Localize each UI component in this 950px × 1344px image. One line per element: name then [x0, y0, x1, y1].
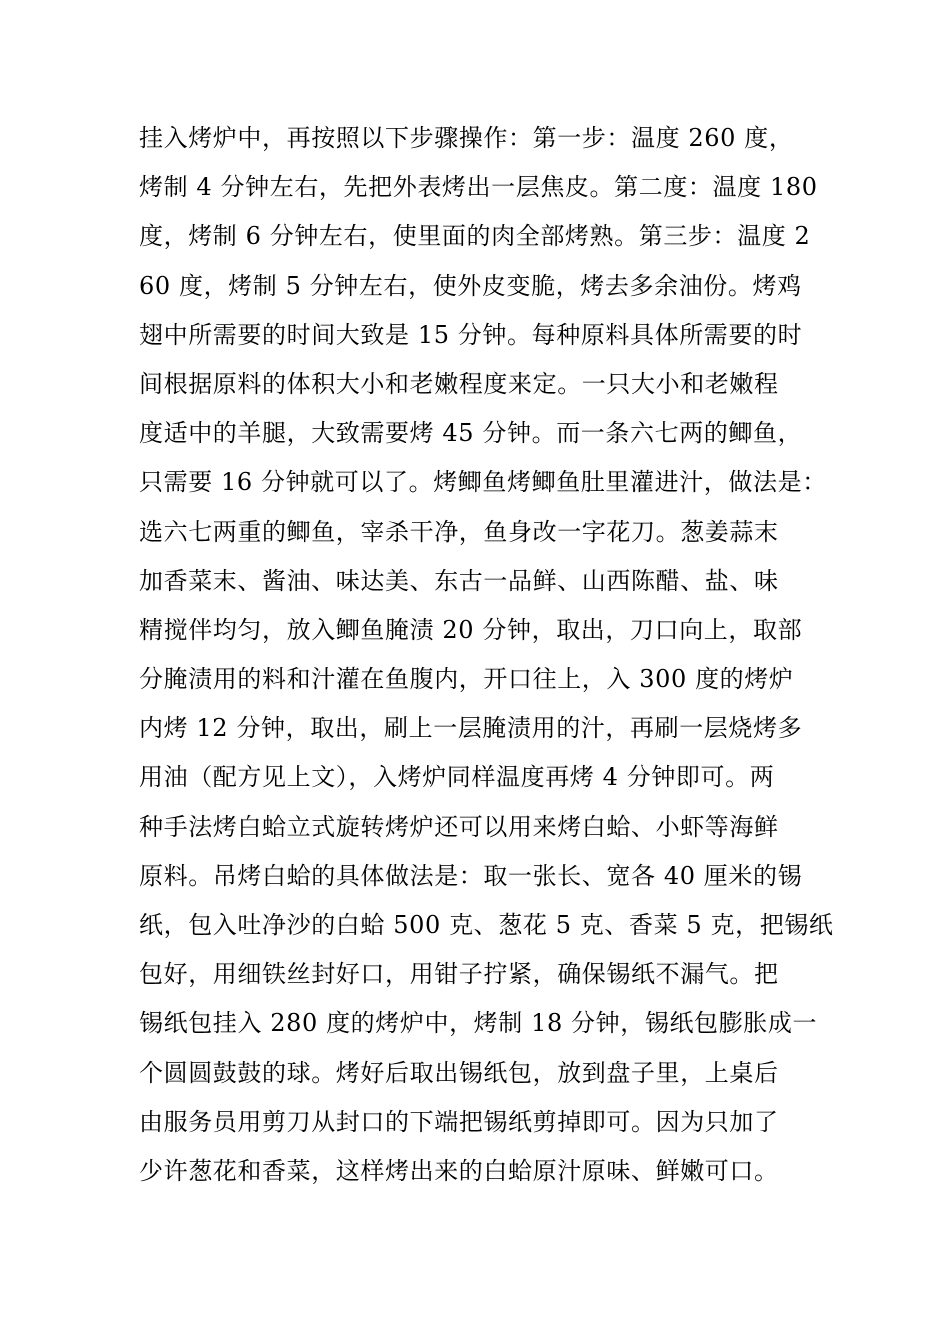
text-line: 分腌渍用的料和汁灌在鱼腹内，开口往上，入 300 度的烤炉 — [139, 665, 794, 694]
text-line: 包好，用细铁丝封好口，用钳子拧紧，确保锡纸不漏气。把 — [139, 960, 779, 989]
text-line: 个圆圆鼓鼓的球。烤好后取出锡纸包，放到盘子里，上桌后 — [139, 1058, 779, 1087]
text-line: 挂入烤炉中，再按照以下步骤操作：第一步：温度 260 度， — [139, 124, 794, 152]
text-line: 精搅伴均匀，放入鲫鱼腌渍 20 分钟，取出，刀口向上，取部 — [139, 615, 803, 644]
text-line: 选六七两重的鲫鱼，宰杀干净，鱼身改一字花刀。葱姜蒜末 — [139, 517, 779, 546]
text-line: 加香菜末、酱油、味达美、东古一品鲜、山西陈醋、盐、味 — [139, 566, 779, 595]
text-line: 60 度，烤制 5 分钟左右，使外皮变脆，烤去多余油份。烤鸡 — [139, 271, 802, 300]
text-line: 度，烤制 6 分钟左右，使里面的肉全部烤熟。第三步：温度 2 — [139, 222, 811, 251]
text-line: 少许葱花和香菜，这样烤出来的白蛤原汁原味、鲜嫩可口。 — [139, 1156, 779, 1185]
text-line: 用油（配方见上文），入烤炉同样温度再烤 4 分钟即可。两 — [139, 763, 775, 792]
text-line: 锡纸包挂入 280 度的烤炉中，烤制 18 分钟，锡纸包膨胀成一 — [139, 1009, 818, 1038]
text-line: 纸，包入吐净沙的白蛤 500 克、葱花 5 克、香菜 5 克，把锡纸 — [139, 911, 834, 939]
body-text — [139, 114, 839, 1196]
text-line: 翅中所需要的时间大致是 15 分钟。每种原料具体所需要的时 — [139, 320, 803, 349]
text-line: 度适中的羊腿，大致需要烤 45 分钟。而一条六七两的鲫鱼， — [139, 419, 803, 448]
text-line: 只需要 16 分钟就可以了。烤鲫鱼烤鲫鱼肚里灌进汁，做法是： — [139, 468, 827, 497]
text-line: 由服务员用剪刀从封口的下端把锡纸剪掉即可。因为只加了 — [139, 1107, 779, 1136]
text-line: 种手法烤白蛤立式旋转烤炉还可以用来烤白蛤、小虾等海鲜 — [139, 812, 779, 841]
text-line: 原料。吊烤白蛤的具体做法是：取一张长、宽各 40 厘米的锡 — [139, 861, 803, 890]
text-line: 烤制 4 分钟左右，先把外表烤出一层焦皮。第二度：温度 180 — [139, 173, 818, 202]
text-line: 内烤 12 分钟，取出，刷上一层腌渍用的汁，再刷一层烧烤多 — [139, 714, 803, 743]
text-line: 间根据原料的体积大小和老嫩程度来定。一只大小和老嫩程 — [139, 369, 779, 398]
